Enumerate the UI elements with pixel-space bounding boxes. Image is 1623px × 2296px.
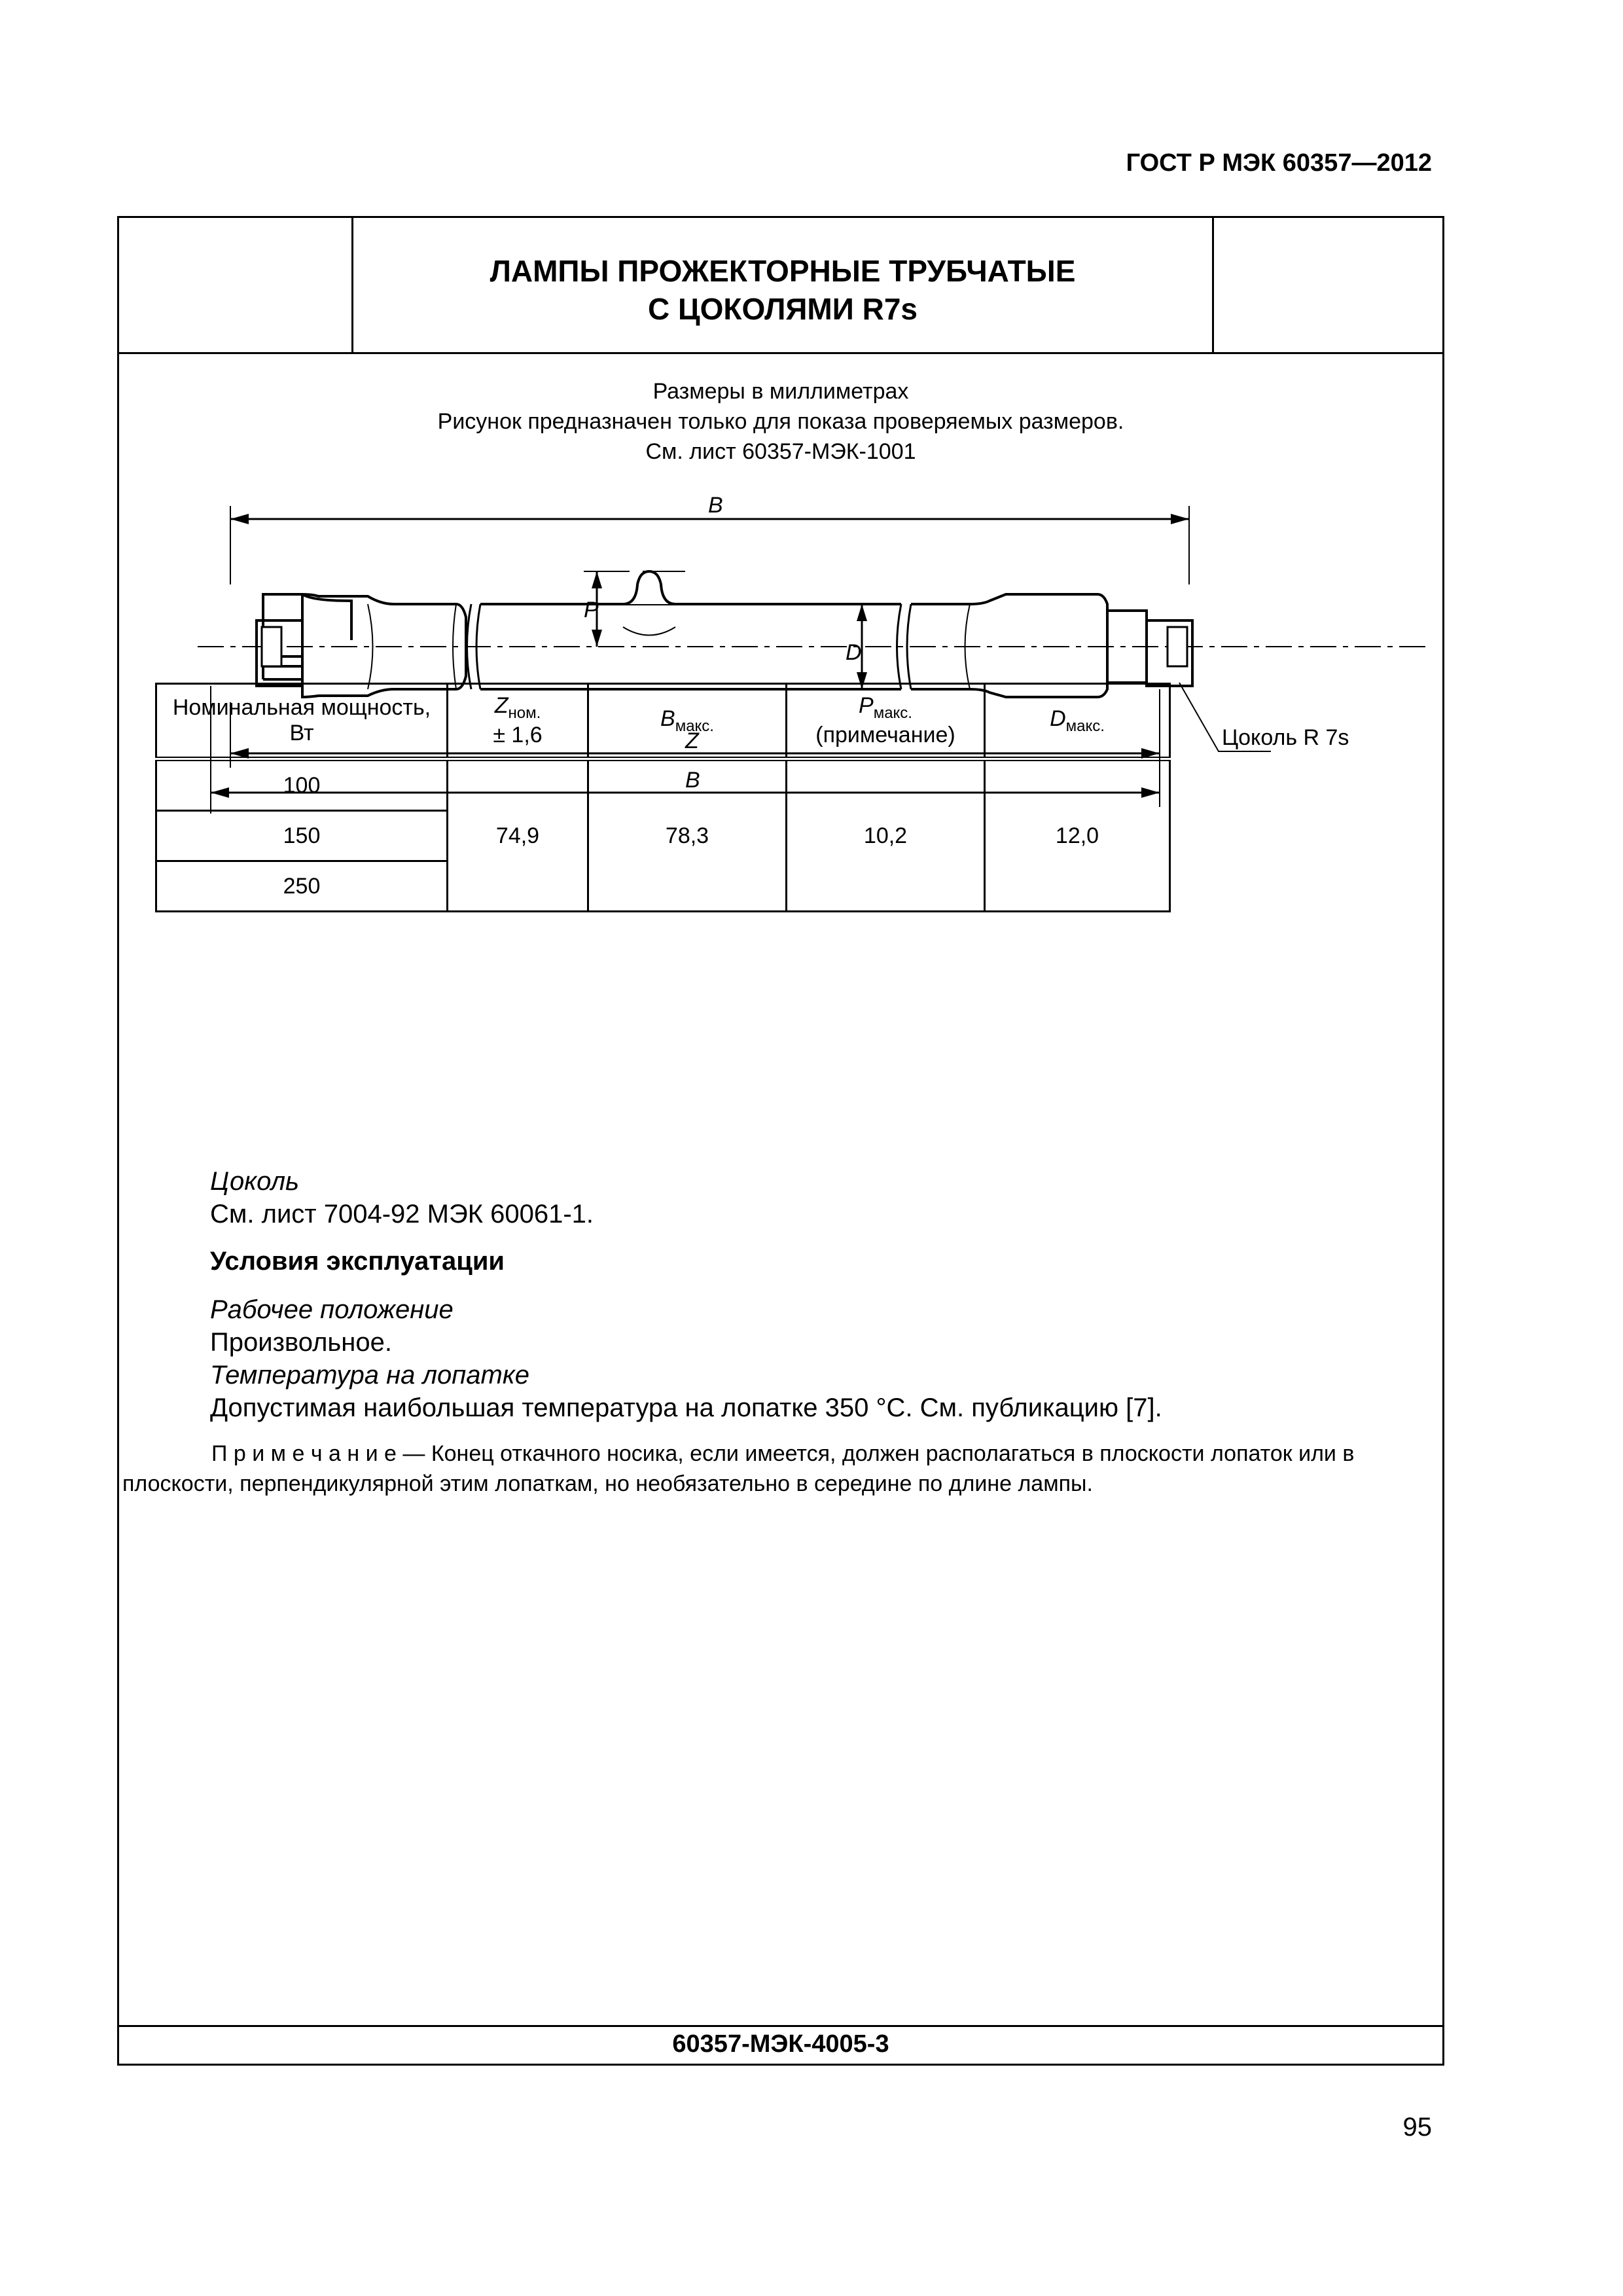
header-power-label: Номинальная мощность, — [172, 695, 431, 720]
power-cell: 150 — [156, 811, 448, 861]
p-value-cell: 10,2 — [787, 759, 985, 912]
base-text: См. лист 7004-92 МЭК 60061-1. — [210, 1200, 594, 1229]
header-z-sub: ном. — [508, 704, 541, 722]
header-p — [787, 684, 985, 759]
table-header-row — [156, 684, 1170, 759]
standard-code: ГОСТ Р МЭК 60357—2012 — [1126, 149, 1432, 177]
temperature-heading: Температура на лопатке — [210, 1361, 530, 1390]
header-p-sub: макс. — [873, 704, 912, 722]
header-z-tolerance: ± 1,6 — [493, 722, 543, 747]
b-value-cell: 78,3 — [588, 759, 787, 912]
z-value-cell: 74,9 — [448, 759, 588, 912]
specification-table — [155, 683, 1171, 912]
header-p-symbol: P — [859, 693, 874, 719]
title-block — [119, 218, 1442, 354]
header-power — [156, 684, 448, 759]
header-d-sub: макс. — [1065, 717, 1105, 735]
header-p-note: (примечание) — [815, 722, 955, 747]
dim-label-d: D — [846, 640, 862, 665]
page-number: 95 — [1402, 2113, 1432, 2142]
table-row — [156, 759, 1170, 811]
power-cell: 100 — [156, 759, 448, 811]
header-d-symbol: D — [1050, 706, 1066, 731]
header-d — [985, 684, 1170, 759]
title-line-2: С ЦОКОЛЯМИ R7s — [648, 292, 918, 326]
title-divider-right — [1212, 218, 1214, 352]
note-text: П р и м е ч а н и е — Конец откачного носика, если имеется, должен располагаться в плоскости лопаток или в плоскости, перпендикулярной этим лопаткам, но необязательно в середине по длине лампы. — [122, 1441, 1355, 1496]
sheet-frame — [117, 216, 1444, 2066]
header-power-unit: Вт — [289, 721, 314, 745]
dim-label-b-bottom: B — [685, 768, 700, 793]
dim-label-b-top: B — [708, 493, 723, 518]
position-heading: Рабочее положение — [210, 1295, 454, 1324]
position-text: Произвольное. — [210, 1328, 392, 1357]
sheet-number: 60357-МЭК-4005-3 — [672, 2030, 889, 2058]
power-cell: 250 — [156, 861, 448, 912]
dimensions-note: Размеры в миллиметрах — [652, 379, 909, 404]
sheet-reference-note: См. лист 60357-МЭК-1001 — [645, 439, 916, 464]
sheet-title — [353, 252, 1212, 328]
header-b-symbol: B — [660, 706, 675, 731]
drawing-purpose-note: Рисунок предназначен только для показа проверяемых размеров. — [437, 409, 1124, 434]
header-b-sub: макс. — [675, 717, 714, 735]
temperature-text: Допустимая наибольшая температура на лопатке 350 °С. См. публикацию [7]. — [210, 1393, 1162, 1422]
base-heading: Цоколь — [210, 1167, 300, 1196]
dim-label-p: P — [584, 598, 599, 622]
dim-label-z: Z — [685, 728, 699, 753]
title-line-1: ЛАМПЫ ПРОЖЕКТОРНЫЕ ТРУБЧАТЫЕ — [490, 254, 1076, 288]
header-z — [448, 684, 588, 759]
header-b — [588, 684, 787, 759]
base-callout-label: Цоколь R 7s — [1222, 725, 1349, 750]
header-z-symbol: Z — [494, 693, 508, 719]
conditions-heading: Условия эксплуатации — [210, 1247, 505, 1276]
d-value-cell: 12,0 — [985, 759, 1170, 912]
